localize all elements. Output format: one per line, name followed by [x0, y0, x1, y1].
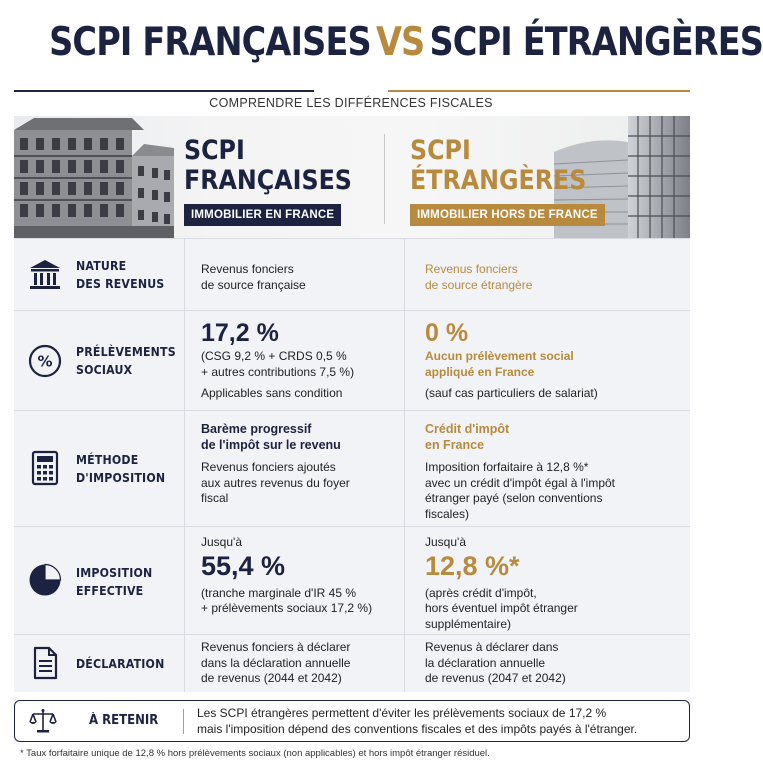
footnote: * Taux forfaitaire unique de 12,8 % hors prélèvements sociaux (non applicables) et hors impôt étranger résiduel.: [20, 748, 490, 759]
page-subtitle: COMPRENDRE LES DIFFÉRENCES FISCALES: [209, 96, 493, 110]
table-row-prelevements: [14, 310, 690, 410]
imposition-foreign-pre: Jusqu'à: [425, 535, 466, 549]
hero-banner: [14, 116, 690, 238]
methode-french-head: Barème progressif de l'impôt sur le revenu: [201, 422, 341, 452]
svg-text:%: %: [37, 352, 53, 371]
table-row-methode: [14, 410, 690, 526]
declaration-foreign-text: Revenus à déclarer dans la déclaration annuelle de revenus (2047 et 2042): [425, 640, 566, 685]
prelevements-french-note: Applicables sans condition: [201, 386, 343, 400]
methode-french-text: Revenus fonciers ajoutés aux autres revenus du foyer fiscal: [201, 460, 350, 505]
label-imposition-2: EFFECTIVE: [76, 583, 144, 598]
label-methode-2: D'IMPOSITION: [76, 470, 166, 485]
scales-icon: [29, 708, 57, 734]
calculator-icon: [28, 451, 62, 485]
key-takeaway-label: À RETENIR: [89, 713, 159, 728]
prelevements-foreign-rate: 0 %: [425, 319, 469, 347]
pie-chart-icon: [28, 563, 62, 597]
hero-foreign-line1: SCPI: [410, 135, 471, 166]
table-row-declaration: [14, 634, 690, 692]
key-takeaway-text: Les SCPI étrangères permettent d'éviter les prélèvements sociaux de 17,2 % mais l'imposition dépend des conventions fiscales et des impôts payés à l'étranger.: [197, 706, 638, 736]
label-methode-1: MÉTHODE: [76, 452, 139, 467]
label-prelevements-2: SOCIAUX: [76, 362, 133, 377]
imposition-foreign-rate: 12,8 %*: [425, 550, 520, 581]
bank-icon: [28, 258, 62, 292]
haussmann-building-image: [14, 116, 174, 238]
nature-french-text: Revenus fonciers de source française: [201, 262, 306, 292]
label-prelevements-1: PRÉLÈVEMENTS: [76, 344, 176, 359]
title-vs: VS: [375, 20, 425, 65]
key-takeaway-box: [14, 700, 690, 742]
hero-divider: [384, 134, 385, 224]
methode-foreign-text: Imposition forfaitaire à 12,8 %* avec un crédit d'impôt égal à l'impôt étranger payé (selon conventions fiscales): [425, 460, 616, 521]
hero-french-badge: IMMOBILIER EN FRANCE: [184, 204, 341, 226]
hero-foreign-line2: ÉTRANGÈRES: [410, 165, 587, 196]
hero-foreign: [410, 136, 610, 226]
title-right: SCPI ÉTRANGÈRES: [429, 20, 763, 65]
label-imposition-1: IMPOSITION: [76, 565, 153, 580]
page-title: [49, 20, 763, 65]
key-takeaway-divider: [183, 709, 184, 734]
comparison-table: [14, 238, 690, 692]
table-row-nature: [14, 238, 690, 310]
declaration-french-text: Revenus fonciers à déclarer dans la déclaration annuelle de revenus (2044 et 2042): [201, 640, 351, 685]
hero-french: [184, 136, 375, 226]
title-rule-right: [388, 90, 690, 92]
label-nature-1: NATURE: [76, 258, 127, 273]
hero-french-line2: FRANÇAISES: [184, 165, 352, 196]
prelevements-foreign-detail: Aucun prélèvement social appliqué en France: [425, 349, 574, 379]
percent-icon: [28, 344, 62, 378]
imposition-french-rate: 55,4 %: [201, 550, 286, 581]
prelevements-french-detail: (CSG 9,2 % + CRDS 0,5 % + autres contributions 7,5 %): [201, 349, 355, 379]
hero-french-line1: SCPI: [184, 135, 245, 166]
imposition-french-pre: Jusqu'à: [201, 535, 242, 549]
hero-foreign-badge: IMMOBILIER HORS DE FRANCE: [410, 204, 605, 226]
title-left: SCPI FRANÇAISES: [49, 20, 371, 65]
methode-foreign-head: Crédit d'impôt en France: [425, 422, 510, 452]
label-declaration: DÉCLARATION: [76, 656, 165, 671]
prelevements-foreign-note: (sauf cas particuliers de salariat): [425, 386, 598, 400]
prelevements-french-rate: 17,2 %: [201, 319, 279, 347]
label-nature-2: DES REVENUS: [76, 276, 165, 291]
document-icon: [28, 646, 62, 680]
table-row-imposition: [14, 526, 690, 634]
nature-foreign-text: Revenus fonciers de source étrangère: [425, 262, 533, 292]
title-rule-left: [14, 90, 314, 92]
imposition-foreign-detail: (après crédit d'impôt, hors éventuel impôt étranger supplémentaire): [425, 585, 578, 631]
imposition-french-detail: (tranche marginale d'IR 45 % + prélèvements sociaux 17,2 %): [201, 585, 373, 615]
